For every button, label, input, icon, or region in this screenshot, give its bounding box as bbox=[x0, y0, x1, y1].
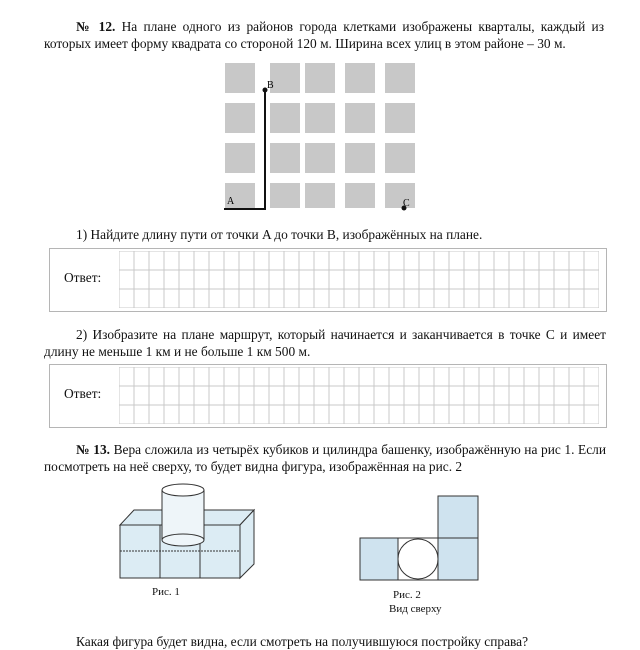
city-plan bbox=[210, 58, 430, 218]
task12-statement bbox=[44, 18, 604, 52]
figure-2-subcaption: Вид сверху bbox=[389, 603, 442, 615]
block bbox=[345, 183, 375, 208]
label-a: A bbox=[227, 196, 235, 207]
answer-grid-2[interactable] bbox=[119, 367, 599, 424]
task12-text: На плане одного из районов города клетками изображены кварталы, каждый из которых имеет форму квадрата со стороной 120 м. Ширина всех улиц в этом районе – 30 м. bbox=[44, 19, 604, 51]
answer-box-2[interactable] bbox=[49, 364, 607, 428]
task13-number: № 13. bbox=[76, 442, 111, 457]
block bbox=[225, 63, 255, 93]
cylinder-bottom bbox=[162, 534, 204, 546]
city-blocks bbox=[225, 63, 415, 208]
task13-question: Какая фигура будет видна, если смотреть на получившуюся постройку справа? bbox=[76, 634, 529, 649]
answer-box-1[interactable] bbox=[49, 248, 607, 312]
answer-label-2: Ответ: bbox=[64, 386, 102, 401]
cylinder-top bbox=[162, 484, 204, 496]
task12-question-2: 2) Изобразите на плане маршрут, который начинается и заканчивается в точке С и имеет длину не меньше 1 км и не больше 1 км 500 м. bbox=[44, 327, 606, 359]
cylinder-body bbox=[162, 490, 204, 540]
figure-1-caption: Рис. 1 bbox=[152, 586, 180, 598]
block bbox=[305, 63, 335, 93]
block bbox=[385, 183, 415, 208]
block bbox=[270, 183, 300, 208]
task12-question-1: 1) Найдите длину пути от точки A до точки B, изображённых на плане. bbox=[76, 227, 483, 242]
figure-1-tower bbox=[112, 480, 272, 585]
block bbox=[270, 103, 300, 133]
task12-number: № 12. bbox=[76, 19, 116, 34]
figure-2-caption: Рис. 2 bbox=[393, 589, 421, 601]
answer-grid-1[interactable] bbox=[119, 251, 599, 308]
label-c: C bbox=[403, 198, 410, 209]
block bbox=[270, 143, 300, 173]
block bbox=[345, 63, 375, 93]
task13-text: Вера сложила из четырёх кубиков и цилиндра башенку, изображённую на рис 1. Если посмотреть на неё сверху, то будет видна фигура, изображённая на рис. 2 bbox=[44, 442, 606, 474]
cylinder-circle bbox=[398, 539, 438, 579]
block bbox=[225, 143, 255, 173]
block bbox=[385, 143, 415, 173]
block bbox=[225, 103, 255, 133]
label-b: B bbox=[267, 80, 274, 91]
answer-label-1: Ответ: bbox=[64, 270, 102, 285]
block bbox=[305, 103, 335, 133]
square bbox=[438, 496, 478, 538]
block bbox=[305, 143, 335, 173]
square bbox=[438, 538, 478, 580]
cylinder bbox=[162, 484, 204, 546]
block bbox=[345, 103, 375, 133]
task13-statement bbox=[44, 441, 606, 475]
block bbox=[270, 63, 300, 93]
square bbox=[360, 538, 398, 580]
figure-2-top-view bbox=[358, 494, 483, 584]
block bbox=[345, 143, 375, 173]
block bbox=[385, 63, 415, 93]
block bbox=[385, 103, 415, 133]
block bbox=[305, 183, 335, 208]
